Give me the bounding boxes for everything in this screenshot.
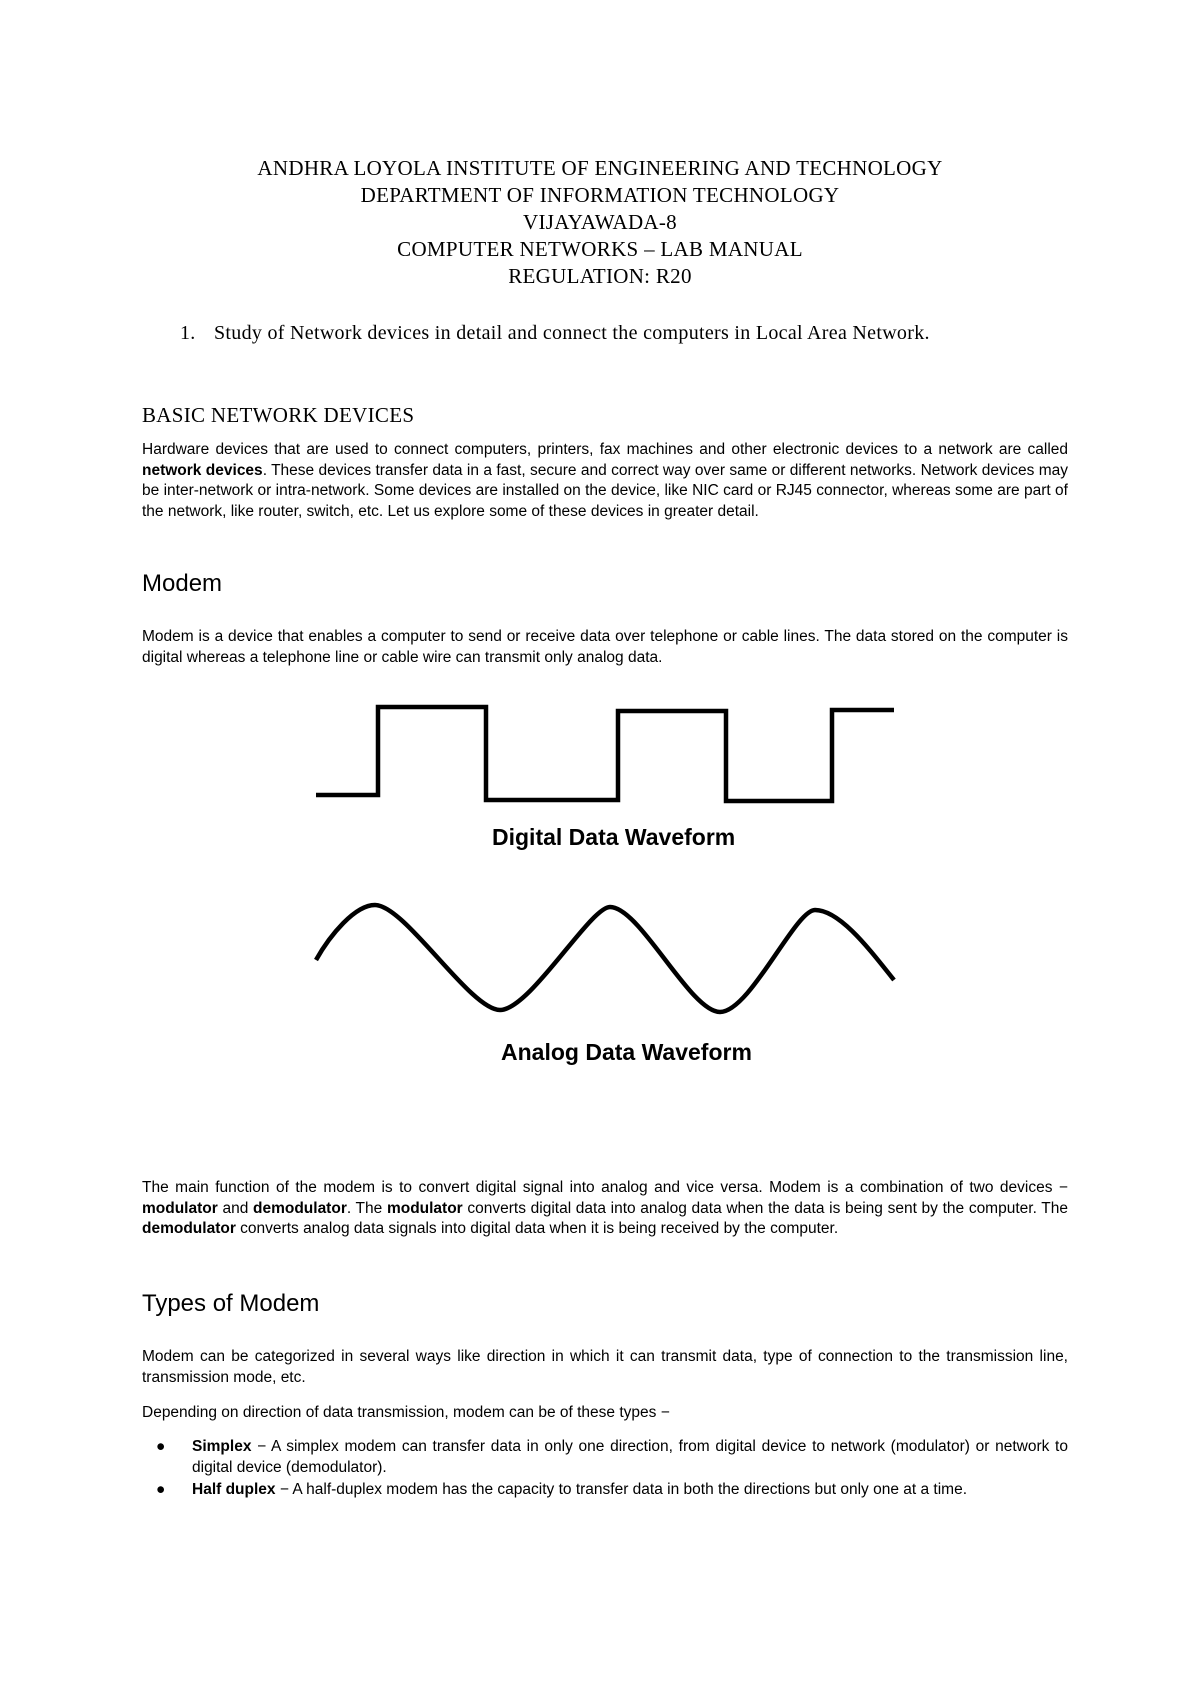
digital-waveform [316, 707, 894, 801]
types-intro-paragraph: Modem can be categorized in several ways like direction in which it can transmit data, type of connection to the transmission line, transmission mode, etc. [142, 1348, 1068, 1386]
modulator-term: modulator [142, 1199, 218, 1217]
modem-function-paragraph: The main function of the modem is to convert digital signal into analog and vice versa. Modem is a combination of two devices − modulator and demodulator. The modulator converts digital data into analog data when the data is being sent by the computer. The demodulator converts analog data signals into digital data when it is being received by the computer. [142, 1179, 1068, 1238]
regulation: REGULATION: R20 [508, 264, 692, 288]
institute-name: ANDHRA LOYOLA INSTITUTE OF ENGINEERING AND TECHNOLOGY [257, 156, 943, 180]
list-item: ● Half duplex − A half-duplex modem has the capacity to transfer data in both the directions but only one at a time. [142, 1480, 1068, 1501]
modem-intro-paragraph: Modem is a device that enables a computer to send or receive data over telephone or cable lines. The data stored on the computer is digital whereas a telephone line or cable wire can transmit only analog data. [142, 628, 1068, 666]
city-name: VIJAYAWADA-8 [523, 210, 677, 234]
demodulator-term: demodulator [252, 1199, 347, 1217]
list-item: ● Simplex − A simplex modem can transfer data in only one direction, from digital device to network (modulator) or network to digital device (demodulator). [156, 1438, 1068, 1476]
half-duplex-term: Half duplex [192, 1481, 276, 1499]
bullet-icon: ● [156, 1481, 166, 1499]
simplex-term: Simplex [192, 1438, 252, 1455]
analog-waveform [316, 905, 894, 1012]
manual-title: COMPUTER NETWORKS – LAB MANUAL [397, 237, 803, 261]
bullet-icon: ● [156, 1438, 166, 1455]
types-of-modem-heading: Types of Modem [142, 1290, 320, 1317]
basic-network-devices-heading: BASIC NETWORK DEVICES [142, 403, 415, 427]
direction-paragraph: Depending on direction of data transmission, modem can be of these types − [142, 1404, 670, 1421]
basic-network-devices-paragraph: Hardware devices that are used to connect computers, printers, fax machines and other electronic devices to a network are called network devices. These devices transfer data in a fast, secure and correct way over same or different networks. Network devices may be inter-network or intra-network. Some devices are installed on the device, like NIC card or RJ45 connector, whereas some are part of the network, like router, switch, etc. Let us explore some of these devices in greater detail. [142, 441, 1069, 521]
modem-types-list [142, 1437, 1068, 1503]
department-name: DEPARTMENT OF INFORMATION TECHNOLOGY [360, 183, 840, 207]
experiment-number: 1. [180, 322, 196, 344]
modulator-term: modulator [386, 1199, 463, 1217]
experiment-text: Study of Network devices in detail and connect the computers in Local Area Network. [214, 322, 930, 344]
digital-waveform-label: Digital Data Waveform [492, 824, 736, 850]
analog-waveform-label: Analog Data Waveform [501, 1039, 752, 1065]
demodulator-term: demodulator [142, 1220, 236, 1238]
network-devices-term: network devices [142, 461, 263, 479]
modem-heading: Modem [142, 570, 223, 597]
